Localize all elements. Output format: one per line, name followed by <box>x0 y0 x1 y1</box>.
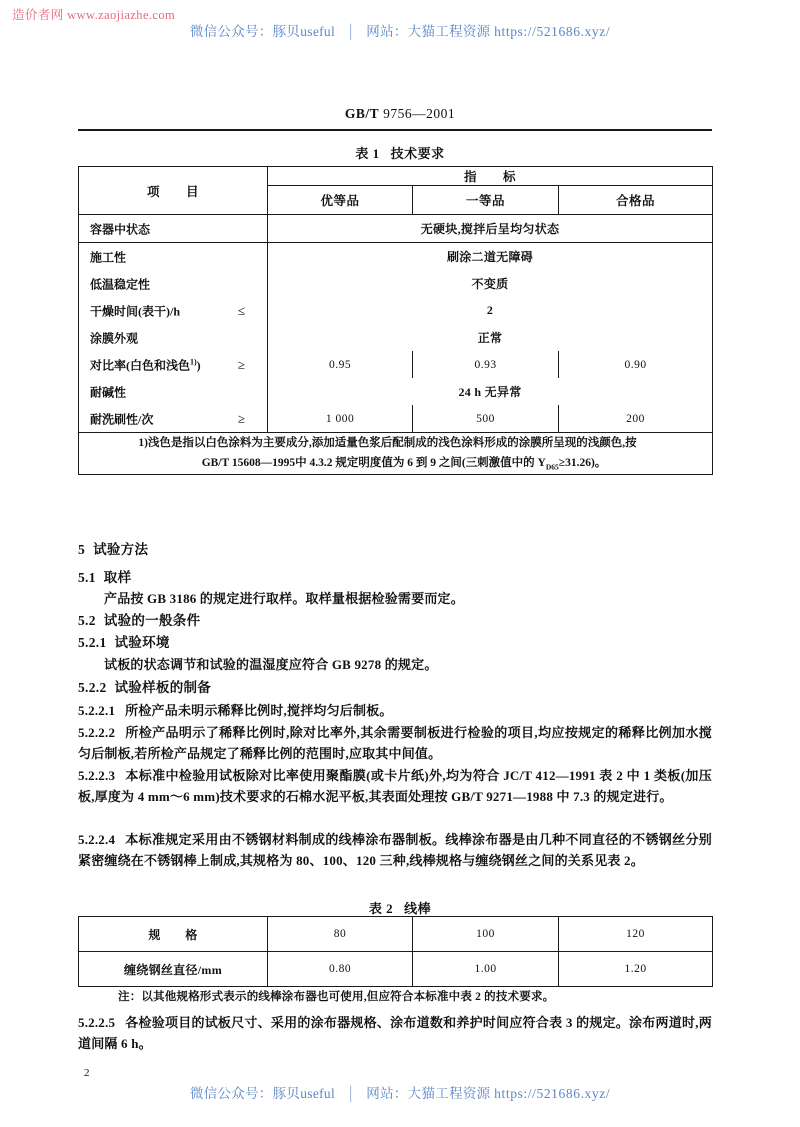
table2-spec-80: 80 <box>268 917 413 952</box>
standard-number <box>0 106 800 122</box>
table1-value-container-state: 无硬块,搅拌后呈均匀状态 <box>268 215 713 243</box>
table1-value-low-temp-stability: 不变质 <box>268 270 713 297</box>
table1-item-alkali-resistance <box>79 378 268 405</box>
row-operator: ≥ <box>237 410 245 426</box>
table1-header-group: 指 标 <box>268 167 713 186</box>
section-5-2-heading <box>78 611 712 632</box>
table-row <box>79 297 713 324</box>
table1-value-scrub-b: 500 <box>413 405 559 433</box>
footnote-line-2-b: ≥31.26)。 <box>558 457 607 470</box>
section-5-title: 试验方法 <box>93 542 149 557</box>
table2-spec-100: 100 <box>413 917 559 952</box>
table1-item-workability <box>79 243 268 271</box>
section-5-2-2-5-number: 5.2.2.5 <box>78 1015 116 1030</box>
table1-value-alkali-resistance: 24 h 无异常 <box>268 378 713 405</box>
row-label-text: 对比率(白色和浅色 <box>90 358 190 372</box>
row-label-tail: ) <box>196 358 201 372</box>
table-row <box>79 433 713 475</box>
table1-value-drying-time: 2 <box>268 297 713 324</box>
table2-caption-label: 表 2 <box>368 901 394 916</box>
table1-header-grade-a: 优等品 <box>268 186 413 215</box>
section-5-2-1-number: 5.2.1 <box>78 635 107 650</box>
table-row <box>79 215 713 243</box>
table2-row-label-spec: 规 格 <box>79 917 268 952</box>
table1-item-low-temp-stability <box>79 270 268 297</box>
row-label-superscript: 1) <box>190 357 197 366</box>
row-label: 干燥时间(表干)/h <box>90 304 181 318</box>
section-5-2-2-2-number: 5.2.2.2 <box>78 725 116 740</box>
section-5-2-1-heading <box>78 633 712 654</box>
row-label <box>90 356 201 373</box>
table-row <box>79 952 713 987</box>
table1-value-contrast-a: 0.95 <box>268 351 413 378</box>
section-5-2-1-paragraph: 试板的状态调节和试验的温湿度应符合 GB 9278 的规定。 <box>104 657 438 672</box>
table-row <box>79 405 713 433</box>
table1-caption-title: 技术要求 <box>390 146 445 161</box>
watermark-site-label: 网站：大猫工程资源 <box>366 1086 491 1101</box>
section-5-2-2-3-number: 5.2.2.3 <box>78 768 116 783</box>
table1-value-scrub-c: 200 <box>559 405 713 433</box>
table2-caption-title: 线棒 <box>404 901 432 916</box>
section-5-2-2-1-number: 5.2.2.1 <box>78 703 116 718</box>
table1-item-drying-time <box>79 297 268 324</box>
row-label: 施工性 <box>90 250 127 264</box>
row-label: 耐洗刷性/次 <box>90 412 154 426</box>
section-5-2-2-2-text: 所检产品明示了稀释比例时,除对比率外,其余需要制板进行检验的项目,均应按规定的稀释比例加水搅匀后制板,若所检产品规定了稀释比例的范围时,应取其中间值。 <box>78 725 712 761</box>
table-row <box>79 270 713 297</box>
table2-spec-120: 120 <box>559 917 713 952</box>
watermark-separator: │ <box>345 1086 356 1101</box>
section-5-2-2-4-text: 本标准规定采用由不锈钢材料制成的线棒涂布器制板。线棒涂布器是由几种不同直径的不锈钢丝分别紧密缠绕在不锈钢棒上制成,其规格为 80、100、120 三种,线棒规格与缠绕钢丝之间的关系见表 2。 <box>78 832 712 868</box>
table1-value-film-appearance: 正常 <box>268 324 713 351</box>
section-5-2-2-5-paragraph <box>78 1013 712 1054</box>
table1-caption-label: 表 1 <box>355 146 380 161</box>
table1-item-contrast-ratio <box>79 351 268 378</box>
footnote-illuminant-subscript: D65 <box>545 462 559 472</box>
watermark-site-label: 网站：大猫工程资源 <box>366 24 491 39</box>
row-label: 容器中状态 <box>90 222 151 236</box>
table1-header-grade-b: 一等品 <box>413 186 559 215</box>
table-row <box>79 917 713 952</box>
section-5-2-2-3-text: 本标准中检验用试板除对比率使用聚酯膜(或卡片纸)外,均为符合 JC/T 412—1991 表 2 中 1 类板(加压板,厚度为 4 mm～6 mm)技术要求的石棉水泥平板,其表面处理按 GB/T 9271—1988 中 7.3 的规定进行。 <box>78 768 712 804</box>
section-5-2-number: 5.2 <box>78 613 96 628</box>
table2-note: 注：以其他规格形式表示的线棒涂布器也可使用,但应符合本标准中表 2 的技术要求。 <box>118 991 555 1003</box>
section-5-1-paragraph: 产品按 GB 3186 的规定进行取样。取样量根据检验需要而定。 <box>104 591 464 606</box>
row-label: 涂膜外观 <box>90 331 139 345</box>
watermark-bottom <box>0 1082 800 1102</box>
table2-diameter-100: 1.00 <box>413 952 559 987</box>
watermark-top <box>0 20 800 40</box>
section-5-2-2-heading <box>78 678 712 699</box>
section-5-2-2-1-paragraph <box>78 701 712 722</box>
table-row <box>79 324 713 351</box>
watermark-url: https://521686.xyz/ <box>494 1086 611 1101</box>
table1-item-film-appearance <box>79 324 268 351</box>
watermark-url: https://521686.xyz/ <box>494 24 611 39</box>
table1-value-scrub-a: 1 000 <box>268 405 413 433</box>
watermark-red: 造价者网 www.zaojiazhe.com <box>12 8 176 22</box>
table1-caption <box>0 143 800 162</box>
table1-value-workability: 刷涂二道无障碍 <box>268 243 713 271</box>
table-row <box>79 167 713 186</box>
section-5-number: 5 <box>78 542 86 557</box>
section-5-2-2-3-paragraph <box>78 766 712 807</box>
footnote-marker: 1) <box>138 437 148 449</box>
section-5-2-2-5-text: 各检验项目的试板尺寸、采用的涂布器规格、涂布道数和养护时间应符合表 3 的规定。涂布两道时,两道间隔 6 h。 <box>78 1015 712 1051</box>
row-label: 耐碱性 <box>90 385 127 399</box>
section-5-2-2-1-text: 所检产品未明示稀释比例时,搅拌均匀后制板。 <box>125 703 393 718</box>
table-wire-rod <box>78 916 713 987</box>
table1-footnote <box>79 433 713 475</box>
table-technical-requirements <box>78 166 713 475</box>
section-5-2-1-title: 试验环境 <box>114 635 170 650</box>
table1-value-contrast-c: 0.90 <box>559 351 713 378</box>
section-5-2-2-4-number: 5.2.2.4 <box>78 832 116 847</box>
footnote-line-2-a: GB/T 15608—1995中 4.3.2 规定明度值为 6 到 9 之间(三刺激值中的 Y <box>201 457 546 470</box>
row-operator: ≤ <box>237 302 245 318</box>
section-5-1-heading <box>78 568 712 589</box>
section-5-1-title: 取样 <box>103 570 132 585</box>
watermark-wechat-label: 微信公众号：豚贝useful <box>189 24 336 39</box>
section-5-2-title: 试验的一般条件 <box>103 613 201 628</box>
section-5-heading <box>78 540 712 561</box>
page-number: 2 <box>84 1067 90 1079</box>
row-operator: ≥ <box>237 356 245 372</box>
section-5-2-2-2-paragraph <box>78 723 712 764</box>
table2-diameter-120: 1.20 <box>559 952 713 987</box>
section-5-2-2-title: 试验样板的制备 <box>114 680 212 695</box>
section-5-2-2-number: 5.2.2 <box>78 680 107 695</box>
section-5-1-number: 5.1 <box>78 570 96 585</box>
table-row <box>79 243 713 271</box>
watermark-separator: │ <box>345 24 356 39</box>
table2-diameter-80: 0.80 <box>268 952 413 987</box>
table-row <box>79 351 713 378</box>
footnote-line-2 <box>79 453 712 473</box>
table1-header-grade-c: 合格品 <box>559 186 713 215</box>
table1-header-item: 项 目 <box>79 167 268 215</box>
table1-item-container-state <box>79 215 268 243</box>
header-rule <box>78 129 712 131</box>
table1-item-scrub-resistance <box>79 405 268 433</box>
standard-number-prefix: GB/T <box>344 106 380 121</box>
table2-caption <box>0 898 800 917</box>
table2-row-label-diameter: 缠绕钢丝直径/mm <box>79 952 268 987</box>
section-5-2-2-4-paragraph <box>78 830 712 871</box>
table-row <box>79 378 713 405</box>
watermark-wechat-label: 微信公众号：豚贝useful <box>189 1086 336 1101</box>
table1-value-contrast-b: 0.93 <box>413 351 559 378</box>
standard-number-rest: 9756—2001 <box>379 106 456 121</box>
row-label: 低温稳定性 <box>90 277 151 291</box>
footnote-line-1: 浅色是指以白色涂料为主要成分,添加适量色浆后配制成的浅色涂料形成的涂膜所呈现的浅颜色,按 <box>147 437 637 449</box>
